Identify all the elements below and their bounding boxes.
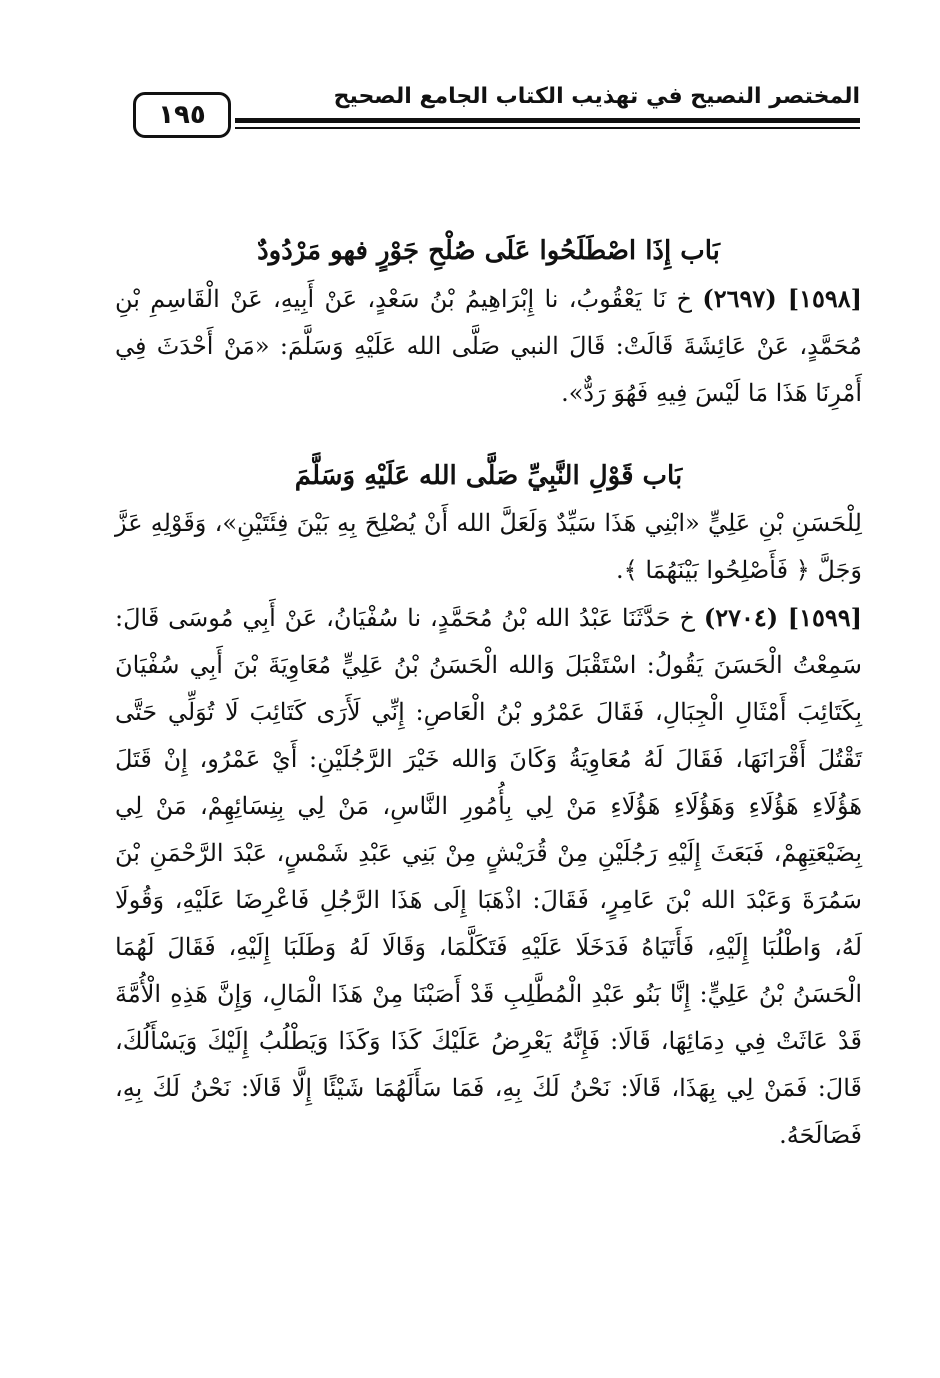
header-rule-thick <box>235 118 860 123</box>
running-title: المختصر النصيح في تهذيب الكتاب الجامع الصحيح <box>333 84 860 109</box>
chapter-heading: بَاب إِذَا اصْطَلَحُوا عَلَى صُلْحِ جَوْرٍ فهو مَرْدُودٌ <box>257 236 720 266</box>
hadith-text: خ نَا يَعْقُوبُ، نا إِبْرَاهِيمُ بْنُ سَعْدٍ، عَنْ أَبِيهِ، عَنْ الْقَاسِمِ بْنِ مُحَمَّدٍ، عَنْ عَائِشَةَ قَالَتْ: قَالَ النبي صَلَّى الله عَلَيْهِ وَسَلَّمَ: «مَنْ أَحْدَثَ فِي أَمْرِنَا هَذَا مَا لَيْسَ فِيهِ فَهُوَ رَدٌّ». <box>115 285 862 407</box>
hadith-paragraph <box>115 594 862 1159</box>
page-header <box>0 0 940 160</box>
chapter-section-2 <box>115 453 862 1159</box>
chapter-heading: بَاب قَوْلِ النَّبِيِّ صَلَّى الله عَلَيْهِ وَسَلَّمَ <box>294 461 683 491</box>
hadith-number: [١٥٩٨] (٢٦٩٧) <box>702 284 862 313</box>
hadith-paragraph <box>115 275 862 417</box>
chapter-intro: لِلْحَسَنِ بْنِ عَلِيٍّ «ابْنِي هَذَا سَيِّدٌ وَلَعَلَّ الله أَنْ يُصْلِحَ بِهِ بَيْنَ فِئَتَيْنِ»، وَقَوْلِهِ عَزَّ وَجَلَّ ﴿ فَأَصْلِحُوا بَيْنَهُمَا ﴾. <box>115 509 862 584</box>
section-spacer <box>115 417 862 453</box>
hadith-number: [١٥٩٩] (٢٧٠٤) <box>703 603 862 632</box>
hadith-text: خ حَدَّثَنَا عَبْدُ الله بْنُ مُحَمَّدٍ، نا سُفْيَانُ، عَنْ أَبِي مُوسَى قَالَ: سَمِعْتُ الْحَسَنَ يَقُولُ: اسْتَقْبَلَ وَالله الْحَسَنُ بْنُ عَلِيٍّ مُعَاوِيَةَ بْنَ أَبِي سُفْيَانَ بِكَتَائِبَ أَمْثَالِ الْجِبَالِ، فَقَالَ عَمْرُو بْنُ الْعَاصِ: إِنِّي لَأَرَى كَتَائِبَ لَا تُوَلِّي حَتَّى تَقْتُلَ أَقْرَانَهَا، فَقَالَ لَهُ مُعَاوِيَةُ وَكَانَ وَالله خَيْرَ الرَّجُلَيْنِ: أَيْ عَمْرُو، إِنْ قَتَلَ هَؤُلَاءِ هَؤُلَاءِ وَهَؤُلَاءِ هَؤُلَاءِ مَنْ لِي بِأُمُورِ النَّاسِ، مَنْ لِي بِنِسَائِهِمْ، مَنْ لِي بِضَيْعَتِهِمْ، فَبَعَثَ إِلَيْهِ رَجُلَيْنِ مِنْ قُرَيْشٍ مِنْ بَنِي عَبْدِ شَمْسٍ، عَبْدَ الرَّحْمَنِ بْنَ سَمُرَةَ وَعَبْدَ الله بْنَ عَامِرٍ، فَقَالَ: اذْهَبَا إِلَى هَذَا الرَّجُلِ فَاعْرِضَا عَلَيْهِ، وَقُولَا لَهُ، وَاطْلُبَا إِلَيْهِ، فَأَتَيَاهُ فَدَخَلَا عَلَيْهِ فَتَكَلَّمَا، وَقَالَا لَهُ وَطَلَبَا إِلَيْهِ، فَقَالَ لَهُمَا الْحَسَنُ بْنُ عَلِيٍّ: إِنَّا بَنُو عَبْدِ الْمُطَّلِبِ قَدْ أَصَبْنَا مِنْ هَذَا الْمَالِ، وَإِنَّ هَذِهِ الْأُمَّةَ قَدْ عَاثَتْ فِي دِمَائِهَا، قَالَا: فَإِنَّهُ يَعْرِضُ عَلَيْكَ كَذَا وَكَذَا وَيَطْلُبُ إِلَيْكَ وَيَسْأَلُكَ، قَالَ: فَمَنْ لِي بِهَذَا، قَالَا: نَحْنُ لَكَ بِهِ، فَمَا سَأَلَهُمَا شَيْئًا إِلَّا قَالَا: نَحْنُ لَكَ بِهِ، فَصَالَحَهُ. <box>115 604 862 1149</box>
page-number: ١٩٥ <box>133 92 231 138</box>
header-rule-thin <box>235 127 860 129</box>
chapter-section-1 <box>115 228 862 417</box>
page-content <box>115 228 862 1159</box>
